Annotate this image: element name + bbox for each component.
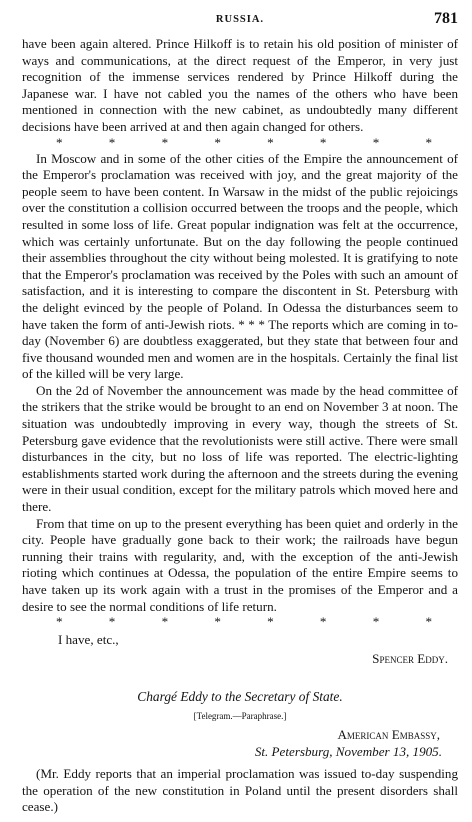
star: * (108, 614, 116, 630)
star: * (161, 614, 169, 630)
star: * (56, 614, 63, 630)
document-title: Chargé Eddy to the Secretary of State. (137, 689, 343, 705)
star: * (372, 134, 380, 150)
star: * (267, 134, 274, 150)
closing-line: I have, etc., (58, 632, 119, 648)
star: * (56, 134, 63, 150)
star: * (372, 614, 380, 630)
star: * (161, 134, 169, 150)
star-separator (22, 134, 458, 151)
star: * (319, 614, 327, 630)
paragraph-order-restored: From that time on up to the present everything has been quiet and orderly in the city. People have gradually gone back to their work; the railroads have begun running their trains with regularity, and, with the exception of the anti-Jewish rioting which continues at Odessa, the population of the entire Empire seems to have taken up its work again with a trust in the promises of the Emperor and a desire to see the normal conditions of life return. (22, 515, 458, 614)
star: * (425, 614, 433, 630)
document-body (22, 36, 458, 816)
star: * (425, 134, 433, 150)
summary-paragraph: (Mr. Eddy reports that an imperial proclamation was issued to-day suspending the operation of the new constitution in Poland until the present disorders shall cease.) (22, 766, 458, 815)
star: * (267, 614, 274, 630)
page-number: 781 (434, 10, 458, 27)
star: * (108, 134, 116, 150)
paragraph-strike-end: On the 2d of November the announcement was made by the head committee of the strikers that the strike would be brought to an end on November 3 at noon. The situation was undoubtedly improving in every way, though the streets of St. Petersburg gave evidence that the revolutionists were still active. There were small disturbances in the city, but no loss of life was reported. The electric-lighting establishments started work during the afternoon and the streets during the evening were in their usual condition, except for the military patrols which moved here and there. (22, 382, 458, 515)
running-head: RUSSIA. (215, 14, 265, 25)
star: * (319, 134, 327, 150)
star: * (214, 134, 221, 150)
star: * (214, 614, 221, 630)
page-header (22, 10, 458, 32)
paragraph-moscow-warsaw: In Moscow and in some of the other cities of the Empire the announcement of the Emperor's proclamation was received with joy, and the great majority of the people seem to have been content. In Warsaw in the midst of the public rejoicings over the constitution a collision occurred between the troops and the people, which resulted in some loss of life. Great popular indignation was felt at the occurrence, which was certainly unfortunate. But on the day following the people continued their assemblies throughout the city without being molested. It is gratifying to note that the Emperor's proclamation was received by the Poles with such an amount of satisfaction, and it is interesting to compare the discontent in St. Petersburg with the delight evinced by the people of Poland. In Odessa the disturbances seem to have taken the form of anti-Jewish riots. * * * The reports which are coming in to-day (November 6) are doubtless exaggerated, but they state that between four and five thousand wounded men and women are in the hospitals. Certainly the final list of the killed will be very large. (22, 150, 458, 382)
star-separator (22, 616, 458, 630)
place-date-line: St. Petersburg, November 13, 1905. (254, 743, 442, 759)
paragraph-cabinet: have been again altered. Prince Hilkoff is to retain his old position of minister of ways and communications, at the direct request of the Emperor, in very just recognition of the immense services rendered by Prince Hilkoff during the Japanese war. I have not cabled you the names of the others who have been mentioned in connection with the new cabinet, as undoubtedly many different decisions have been arrived at and then again changed for others. (22, 36, 458, 134)
sender-line: American Embassy, (337, 726, 440, 742)
signature: Spencer Eddy. (372, 650, 448, 666)
telegram-note: [Telegram.—Paraphrase.] (193, 710, 287, 721)
